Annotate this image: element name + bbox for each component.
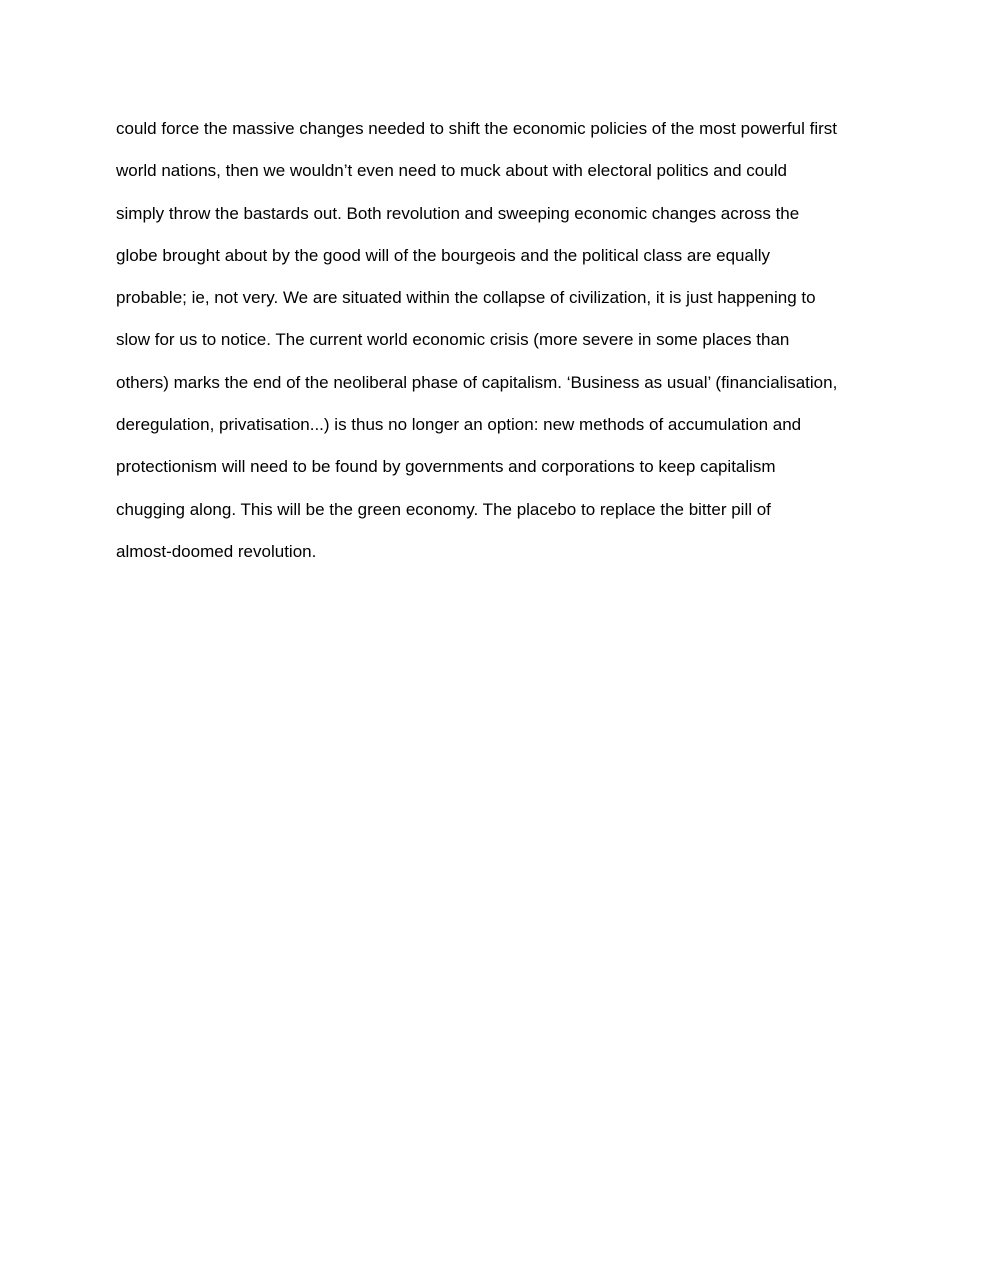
text-line: protectionism will need to be found by governments and corporations to keep capitalism bbox=[116, 457, 776, 477]
text-line: almost-doomed revolution. bbox=[116, 541, 317, 561]
text-line: slow for us to notice. The current world economic crisis (more severe in some places than bbox=[116, 330, 790, 350]
text-line: could force the massive changes needed to shift the economic policies of the most powerful first bbox=[116, 119, 837, 138]
body-paragraph bbox=[116, 113, 896, 578]
text-line: simply throw the bastards out. Both revolution and sweeping economic changes across the bbox=[116, 203, 800, 223]
text-line: world nations, then we wouldn’t even need to muck about with electoral politics and could bbox=[116, 161, 787, 181]
text-line: probable; ie, not very. We are situated within the collapse of civilization, it is just happening to bbox=[116, 288, 816, 308]
text-line: deregulation, privatisation...) is thus no longer an option: new methods of accumulation and bbox=[116, 415, 802, 435]
text-line: chugging along. This will be the green economy. The placebo to replace the bitter pill of bbox=[116, 499, 771, 519]
text-line: others) marks the end of the neoliberal phase of capitalism. ‘Business as usual’ (financialisation, bbox=[116, 372, 838, 392]
text-line: globe brought about by the good will of the bourgeois and the political class are equally bbox=[116, 245, 770, 265]
